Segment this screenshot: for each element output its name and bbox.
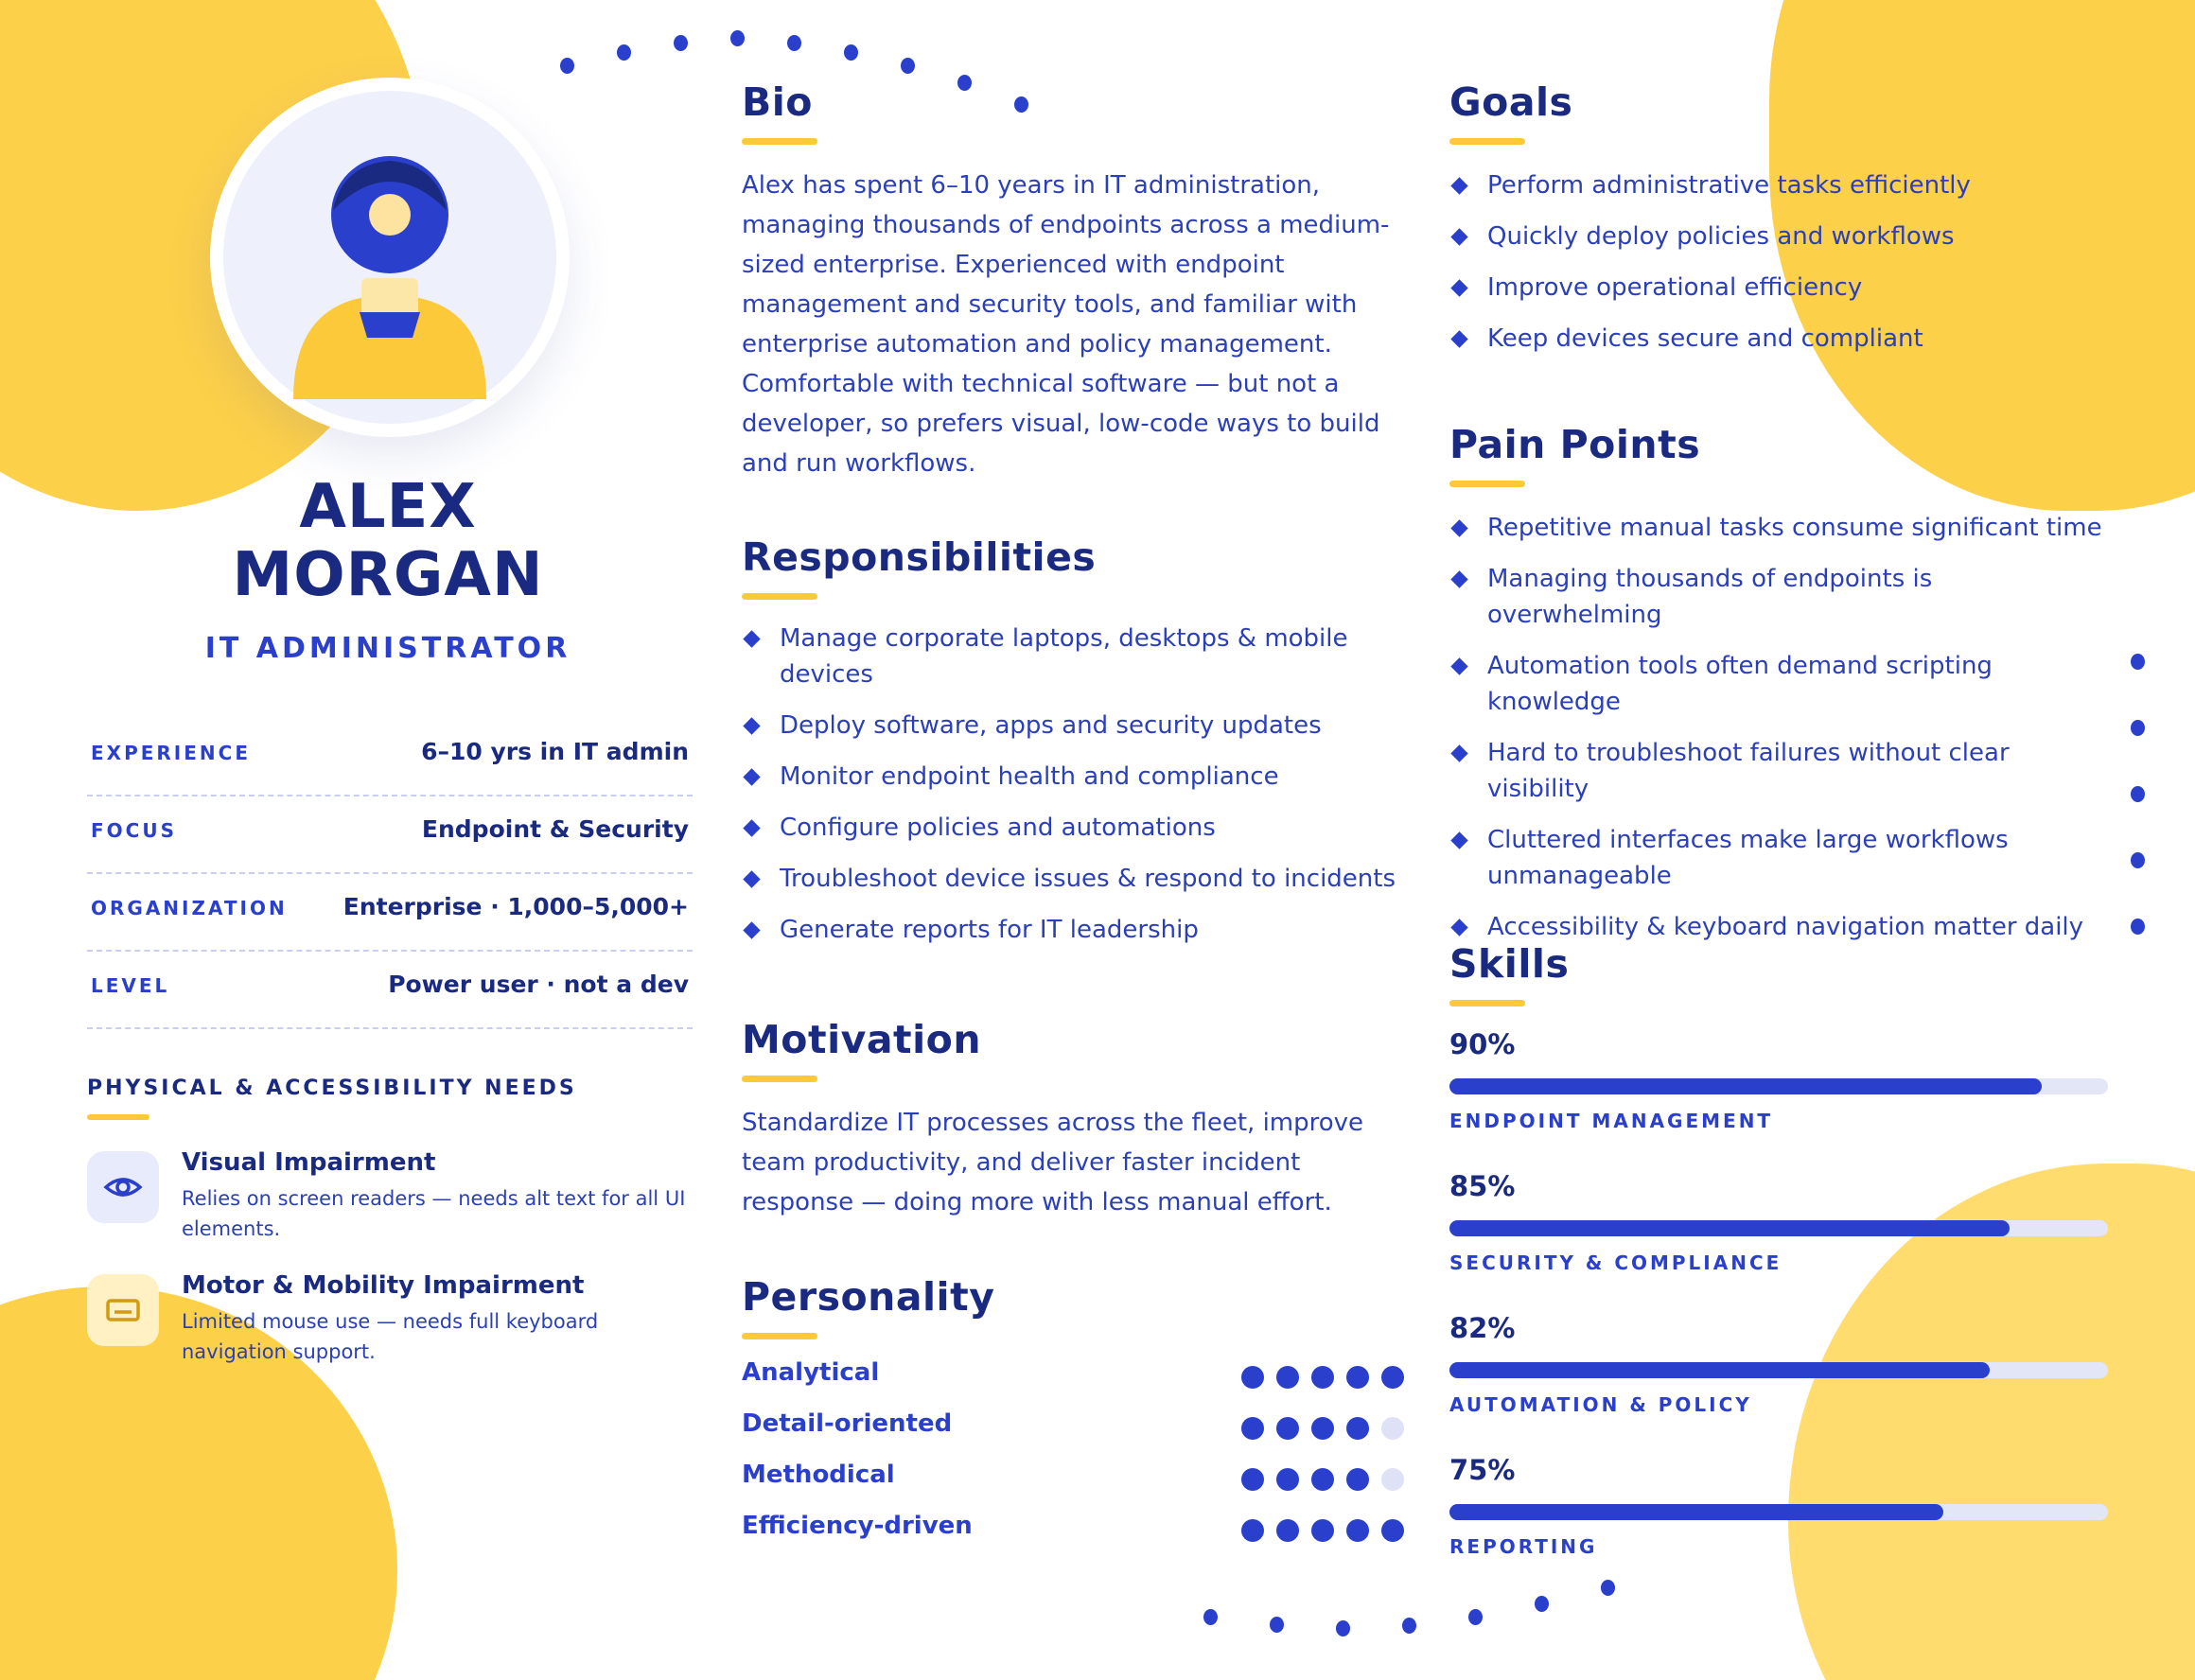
info-row-organization [87, 872, 693, 952]
deco-dot [844, 44, 858, 61]
list-item [742, 861, 1423, 897]
list-item [1449, 735, 2112, 807]
deco-dot [2131, 919, 2145, 935]
trait-rating [1241, 1468, 1404, 1491]
rating-dot-filled [1311, 1468, 1334, 1491]
heading-underline [742, 138, 817, 145]
skill-bar-fill [1449, 1078, 2042, 1094]
info-label: ORGANIZATION [91, 897, 288, 919]
skill-bar-track [1449, 1220, 2108, 1236]
diamond-bullet-icon [743, 768, 760, 785]
trait-name: Detail-oriented [742, 1409, 953, 1438]
list-item [1449, 167, 2112, 203]
info-label: LEVEL [91, 974, 170, 997]
trait-name: Analytical [742, 1358, 880, 1387]
rating-dot-empty [1381, 1417, 1404, 1440]
list-item [1449, 909, 2112, 945]
diamond-bullet-icon [1450, 744, 1467, 761]
list-item [742, 621, 1423, 692]
list-item-text: Hard to troubleshoot failures without clear visibility [1487, 739, 2010, 803]
deco-dot [2131, 654, 2145, 670]
deco-dot [901, 58, 915, 74]
rating-dot-filled [1241, 1417, 1264, 1440]
list-item [1449, 648, 2112, 720]
list-item [742, 912, 1423, 948]
skill-bar-fill [1449, 1504, 1943, 1520]
info-value: Enterprise · 1,000–5,000+ [342, 893, 689, 920]
list-item [742, 810, 1423, 846]
rating-dot-filled [1276, 1366, 1299, 1389]
rating-dot-filled [1276, 1468, 1299, 1491]
diamond-bullet-icon [1450, 330, 1467, 347]
persona-last-name: MORGAN [232, 540, 544, 610]
eye-icon [87, 1151, 159, 1223]
info-row-focus [87, 795, 693, 874]
rating-dot-filled [1346, 1366, 1369, 1389]
deco-dot [1402, 1618, 1416, 1634]
persona-role: IT ADMINISTRATOR [204, 632, 571, 665]
diamond-bullet-icon [743, 921, 760, 938]
needs-heading: PHYSICAL & ACCESSIBILITY NEEDS [87, 1076, 577, 1100]
need-title: Visual Impairment [182, 1148, 436, 1177]
deco-dot [1203, 1609, 1218, 1625]
list-item-text: Managing thousands of endpoints is overwhelming [1487, 565, 1933, 629]
rating-dot-filled [1311, 1366, 1334, 1389]
list-item-text: Cluttered interfaces make large workflows unmanageable [1487, 826, 2009, 890]
list-item-text: Improve operational efficiency [1487, 273, 1863, 302]
needs-heading-underline [87, 1114, 149, 1120]
list-item [742, 759, 1423, 795]
rating-dot-filled [1311, 1519, 1334, 1542]
rating-dot-filled [1276, 1417, 1299, 1440]
motivation-heading: Motivation [742, 1017, 982, 1062]
personality-section [742, 1274, 1404, 1339]
bio-text: Alex has spent 6–10 years in IT administration, managing thousands of endpoints across a medium-sized enterprise. Experienced with endpoint management and security tools, and familiar with enterprise automation and policy management. Comfortable with technical software — but not a developer, so prefers visual, low-code ways to build and run workflows. [742, 171, 1390, 478]
need-description: Relies on screen readers — needs alt text for all UI elements. [182, 1187, 686, 1240]
skill-bar-track [1449, 1078, 2108, 1094]
responsibilities-heading: Responsibilities [742, 534, 1097, 580]
diamond-bullet-icon [743, 630, 760, 647]
personality-heading: Personality [742, 1274, 995, 1320]
diamond-bullet-icon [1450, 228, 1467, 245]
list-item-text: Perform administrative tasks efficiently [1487, 171, 1971, 200]
skill-percent: 75% [1449, 1454, 1516, 1486]
deco-dot [1468, 1609, 1483, 1625]
diamond-bullet-icon [1450, 919, 1467, 936]
info-row-experience [87, 717, 693, 796]
goals-heading: Goals [1449, 79, 1573, 125]
diamond-bullet-icon [1450, 519, 1467, 536]
list-item-text: Deploy software, apps and security updates [780, 711, 1322, 740]
diamond-bullet-icon [743, 870, 760, 887]
skill-percent: 85% [1449, 1170, 1516, 1202]
diamond-bullet-icon [1450, 570, 1467, 587]
deco-dot [1270, 1617, 1284, 1633]
heading-underline [1449, 138, 1525, 145]
goals-section [1449, 79, 2112, 357]
skill-bar-track [1449, 1504, 2108, 1520]
deco-dot [1535, 1596, 1549, 1612]
deco-dot [560, 58, 574, 74]
list-item [1449, 270, 2112, 306]
persona-first-name: ALEX [299, 472, 477, 542]
pain-points-list [1449, 510, 2112, 945]
skill-percent: 82% [1449, 1312, 1516, 1344]
blob-bottom-right [1788, 1164, 2195, 1680]
bio-heading: Bio [742, 79, 813, 125]
info-value: 6–10 yrs in IT admin [421, 738, 689, 765]
heading-underline [742, 593, 817, 600]
trait-name: Methodical [742, 1461, 895, 1489]
skill-name: REPORTING [1449, 1535, 1598, 1558]
list-item [1449, 510, 2112, 546]
list-item [742, 708, 1423, 744]
pain-points-heading: Pain Points [1449, 422, 1701, 467]
skill-name: AUTOMATION & POLICY [1449, 1393, 1752, 1416]
deco-dot [2131, 852, 2145, 868]
diamond-bullet-icon [743, 717, 760, 734]
list-item [1449, 822, 2112, 894]
list-item-text: Automation tools often demand scripting knowledge [1487, 652, 1993, 716]
responsibilities-section [742, 534, 1423, 948]
need-title: Motor & Mobility Impairment [182, 1271, 585, 1300]
rating-dot-empty [1381, 1468, 1404, 1491]
rating-dot-filled [1346, 1417, 1369, 1440]
deco-dot [787, 35, 801, 51]
skills-heading: Skills [1449, 941, 1570, 987]
rating-dot-filled [1241, 1519, 1264, 1542]
rating-dot-filled [1311, 1417, 1334, 1440]
deco-dot [617, 44, 631, 61]
need-description: Limited mouse use — needs full keyboard navigation support. [182, 1310, 599, 1363]
skill-bar-track [1449, 1362, 2108, 1378]
deco-dot [2131, 786, 2145, 802]
trait-name: Efficiency-driven [742, 1512, 973, 1540]
heading-underline [742, 1076, 817, 1082]
skill-bar-fill [1449, 1362, 1990, 1378]
diamond-bullet-icon [1450, 657, 1467, 674]
info-label: EXPERIENCE [91, 742, 251, 764]
goals-list [1449, 167, 2112, 357]
heading-underline [1449, 1000, 1525, 1006]
rating-dot-filled [1241, 1468, 1264, 1491]
info-label: FOCUS [91, 819, 177, 842]
deco-dot [674, 35, 688, 51]
list-item-text: Configure policies and automations [780, 814, 1216, 842]
list-item [1449, 321, 2112, 357]
diamond-bullet-icon [743, 819, 760, 836]
motivation-section [742, 1017, 1404, 1222]
skill-name: ENDPOINT MANAGEMENT [1449, 1110, 1774, 1132]
avatar [210, 78, 570, 437]
trait-rating [1241, 1519, 1404, 1542]
list-item [1449, 561, 2112, 633]
skill-percent: 90% [1449, 1028, 1516, 1060]
trait-rating [1241, 1417, 1404, 1440]
list-item-text: Manage corporate laptops, desktops & mobile devices [780, 624, 1348, 689]
keyboard-icon [87, 1274, 159, 1346]
deco-dot [1336, 1620, 1350, 1636]
diamond-bullet-icon [1450, 177, 1467, 194]
heading-underline [742, 1333, 817, 1339]
deco-dot [2131, 720, 2145, 736]
rating-dot-filled [1241, 1366, 1264, 1389]
info-value: Power user · not a dev [388, 971, 689, 998]
avatar-illustration [210, 78, 570, 437]
trait-rating [1241, 1366, 1404, 1389]
rating-dot-filled [1276, 1519, 1299, 1542]
motivation-text: Standardize IT processes across the fleet, improve team productivity, and deliver faster incident response — doing more with less manual effort. [742, 1109, 1364, 1216]
skills-section [1449, 941, 2112, 1006]
rating-dot-filled [1381, 1519, 1404, 1542]
skill-name: SECURITY & COMPLIANCE [1449, 1251, 1782, 1274]
bio-section [742, 79, 1404, 483]
list-item-text: Quickly deploy policies and workflows [1487, 222, 1955, 251]
list-item-text: Troubleshoot device issues & respond to incidents [780, 865, 1396, 893]
deco-dot [1601, 1580, 1615, 1596]
responsibilities-list [742, 621, 1423, 948]
pain-points-section [1449, 422, 2112, 945]
list-item-text: Repetitive manual tasks consume significant time [1487, 514, 2102, 542]
info-row-level [87, 950, 693, 1029]
list-item-text: Keep devices secure and compliant [1487, 324, 1923, 353]
rating-dot-filled [1346, 1468, 1369, 1491]
diamond-bullet-icon [1450, 279, 1467, 296]
list-item-text: Accessibility & keyboard navigation matter daily [1487, 913, 2084, 941]
skill-bar-fill [1449, 1220, 2010, 1236]
deco-dot [730, 30, 745, 46]
list-item-text: Generate reports for IT leadership [780, 916, 1199, 944]
heading-underline [1449, 481, 1525, 487]
rating-dot-filled [1346, 1519, 1369, 1542]
rating-dot-filled [1381, 1366, 1404, 1389]
list-item-text: Monitor endpoint health and compliance [780, 762, 1279, 791]
diamond-bullet-icon [1450, 831, 1467, 849]
info-value: Endpoint & Security [421, 815, 689, 843]
list-item [1449, 219, 2112, 254]
